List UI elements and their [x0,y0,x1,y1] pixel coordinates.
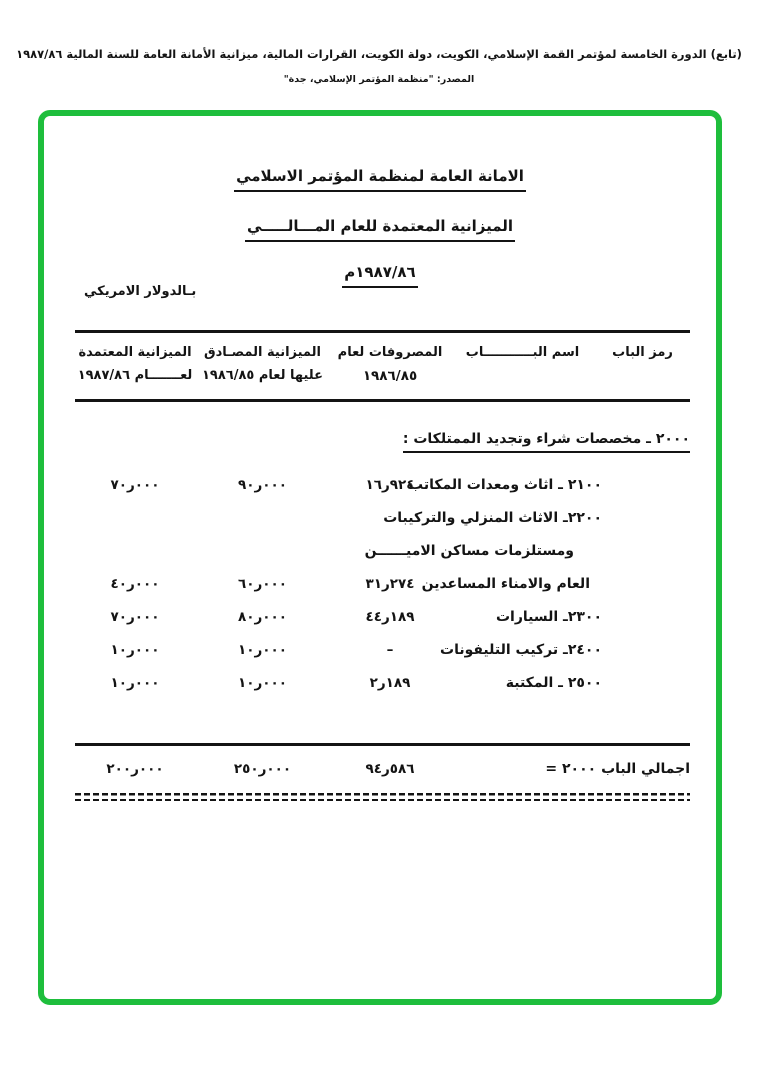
cell-approved: ٨٠ر٠٠٠ [238,608,287,625]
table-row [75,633,690,666]
doc-title-budget-row [44,216,716,242]
cell-adopted: ١٠ر٠٠٠ [110,641,160,658]
budget-table [75,330,690,801]
col-header-adopted [75,342,195,388]
col-header-expenditure-line1: المصروفات لعام [337,345,443,360]
total-row [75,746,690,791]
page-headline: (تابع) الدورة الخامسة لمؤتمر القمة الإسلامي، الكويت، دولة الكويت، القرارات المالية، ميزانية الأمانة العامة للسنة المالية ١٩٨٧/٨٦ [16,47,742,61]
cell-adopted: ١٠ر٠٠٠ [110,674,160,691]
col-header-name: اسم البـــــــــــاب [465,345,580,360]
cell-adopted: ٧٠ر٠٠٠ [110,608,160,625]
col-header-adopted-line1: الميزانية المعتمدة [78,345,192,360]
source-line: المصدر: "منظمة المؤتمر الإسلامي، جدة" [283,74,475,85]
table-row [75,501,690,534]
cell-approved: ١٠ر٠٠٠ [238,674,287,691]
doc-title-year: ١٩٨٧/٨٦م [342,263,417,288]
row-name: ٢٥٠٠ ـ المكتبة [505,674,602,691]
section-title: ٢٠٠٠ ـ مخصصات شراء وتجديد الممتلكات : [403,431,690,453]
document-frame [38,110,722,1005]
cell-approved: ٩٠ر٠٠٠ [238,476,287,493]
table-body [75,402,690,699]
total-approved: ٢٥٠ر٠٠٠ [233,761,292,778]
end-rule [75,793,690,801]
total-label: اجمالي الباب ٢٠٠٠ = [545,761,690,778]
currency-note: بـالدولار الامريكي [84,284,197,299]
doc-title-org-row [44,166,716,192]
row-name: ٢٢٠٠ـ الاثاث المنزلي والتركيبات [383,509,602,526]
table-row [75,534,690,567]
cell-expenditure: ١٦ر٩٢٤ [365,476,415,493]
col-header-expenditure [330,342,450,388]
doc-title-budget: الميزانية المعتمدة للعام المـــالـــــي [245,217,515,242]
table-row [75,567,690,600]
section-row [75,424,690,460]
col-header-approved-line1: الميزانية المصـادق [204,345,321,360]
row-name: ٢١٠٠ ـ اثاث ومعدات المكاتب [409,476,602,493]
table-header [75,330,690,402]
col-header-approved-line2: عليها لعام ١٩٨٦/٨٥ [202,367,323,383]
cell-approved: ١٠ر٠٠٠ [238,641,287,658]
col-header-expenditure-line2: ١٩٨٦/٨٥ [362,367,418,384]
table-row [75,468,690,501]
cell-adopted: ٤٠ر٠٠٠ [110,575,160,592]
total-expenditure: ٩٤ر٥٨٦ [365,761,415,778]
table-row [75,600,690,633]
col-header-adopted-line2: لعـــــــام ١٩٨٧/٨٦ [77,367,193,383]
row-name: ٢٣٠٠ـ السيارات [495,608,602,625]
row-name-continuation: ومستلزمات مساكن الاميــــــن [364,542,574,559]
cell-expenditure: ٤٤ر١٨٩ [365,608,415,625]
row-name: ٢٤٠٠ـ تركيب التليفونات [440,641,602,658]
cell-expenditure: – [386,641,394,658]
table-row [75,666,690,699]
cell-expenditure: ٣١ر٢٧٤ [365,575,415,592]
cell-approved: ٦٠ر٠٠٠ [238,575,287,592]
col-header-approved [195,342,330,388]
row-name-continuation: العام والامناء المساعدين [421,575,590,592]
cell-expenditure: ٢ر١٨٩ [369,674,411,691]
cell-adopted: ٧٠ر٠٠٠ [110,476,160,493]
col-header-code: رمز الباب [612,345,673,360]
total-adopted: ٢٠٠ر٠٠٠ [106,761,164,778]
doc-title-org: الامانة العامة لمنظمة المؤتمر الاسلامي [234,167,526,192]
